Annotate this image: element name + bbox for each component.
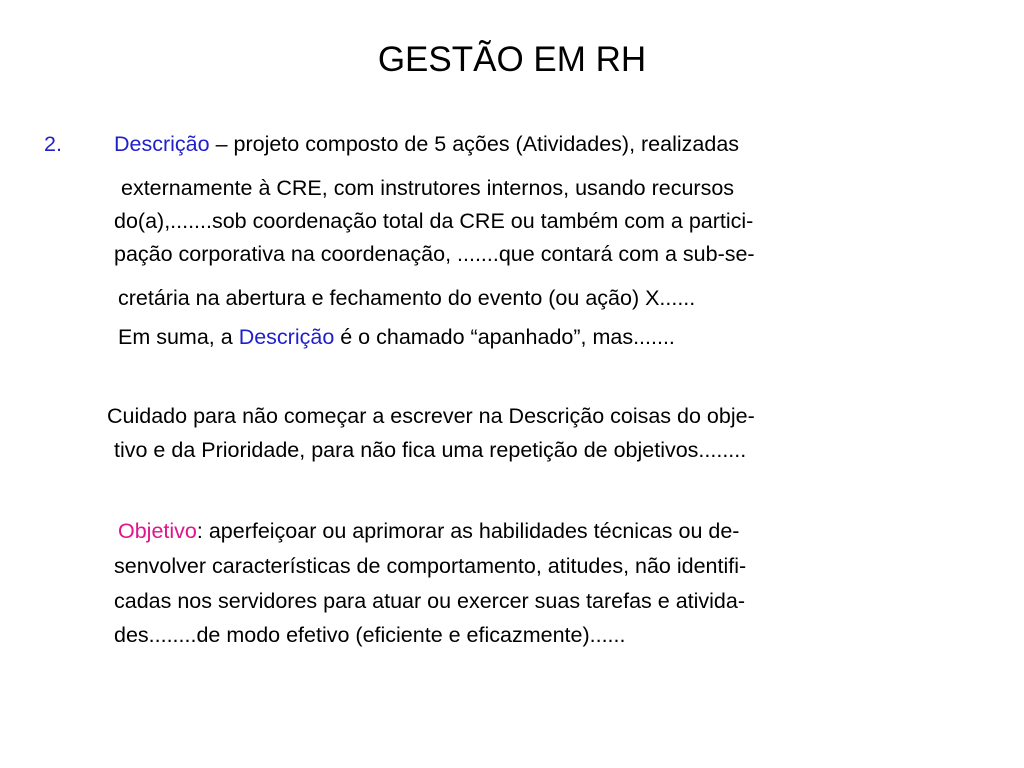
- slide-title: GESTÃO EM RH: [377, 40, 647, 79]
- item-summary: [118, 324, 675, 350]
- item-line-2: externamente à CRE, com instrutores internos, usando recursos: [121, 176, 735, 200]
- item-line-1: [114, 131, 739, 157]
- item-line-1-text: – projeto composto de 5 ações (Atividades), realizadas: [209, 132, 740, 156]
- description-keyword: Descrição: [114, 132, 210, 156]
- item-line-4: pação corporativa na coordenação, .......que contará com a sub-se-: [114, 242, 755, 266]
- summary-rest: é o chamado “apanhado”, mas.......: [334, 325, 675, 349]
- item-line-5: cretária na abertura e fechamento do evento (ou ação) X......: [118, 286, 696, 310]
- item-number: [44, 131, 62, 157]
- item-number-label: 2.: [44, 132, 62, 156]
- objective-line-3: cadas nos servidores para atuar ou exercer suas tarefas e ativida-: [114, 589, 745, 613]
- caution-line-1: Cuidado para não começar a escrever na Descrição coisas do obje-: [107, 404, 755, 428]
- objective-line-1: [118, 518, 739, 544]
- item-line-3: do(a),.......sob coordenação total da CRE ou também com a partici-: [114, 209, 754, 233]
- objective-line-1-text: : aperfeiçoar ou aprimorar as habilidades técnicas ou de-: [196, 519, 740, 543]
- objective-line-4: des........de modo efetivo (eficiente e eficazmente)......: [114, 623, 626, 647]
- summary-prefix: Em suma, a: [118, 325, 239, 349]
- summary-keyword: Descrição: [238, 325, 335, 349]
- caution-line-2: tivo e da Prioridade, para não fica uma repetição de objetivos........: [114, 438, 747, 462]
- objective-line-2: senvolver características de comportamento, atitudes, não identifi-: [114, 554, 747, 578]
- objective-keyword: Objetivo: [118, 519, 197, 543]
